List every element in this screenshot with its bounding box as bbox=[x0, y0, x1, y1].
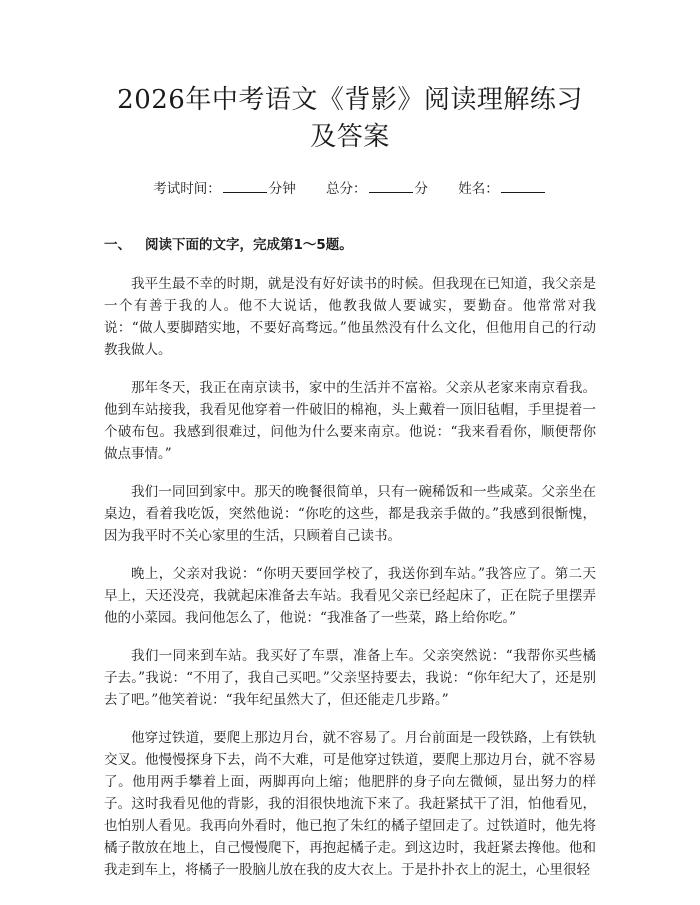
total-score-field bbox=[326, 178, 428, 199]
total-score-unit: 分 bbox=[414, 181, 428, 197]
exam-time-field bbox=[153, 178, 296, 199]
total-score-blank bbox=[369, 178, 413, 193]
exam-info-line bbox=[104, 178, 596, 199]
section-number: 一、 bbox=[104, 237, 131, 253]
section-instruction: 阅读下面的文字，完成第1～5题。 bbox=[145, 237, 353, 253]
passage-paragraph: 那年冬天，我正在南京读书，家中的生活并不富裕。父亲从老家来南京看我。他到车站接我，我看见他穿着一件破旧的棉袍，头上戴着一顶旧毡帽，手里提着一个破布包。我感到很难过，问他为什么要来南京。他说：“我来看看你，顺便帮你做点事情。” bbox=[104, 380, 596, 462]
passage-paragraph: 我平生最不幸的时期，就是没有好好读书的时候。但我现在已知道，我父亲是一个有善于我的人。他不大说话，他教我做人要诚实，要勤奋。他常常对我说：“做人要脚踏实地，不要好高骛远。”他虽然没有什么文化，但他用自己的行动教我做人。 bbox=[104, 276, 596, 358]
student-name-field bbox=[458, 178, 547, 199]
passage-paragraph: 他穿过铁道，要爬上那边月台，就不容易了。月台前面是一段铁路，上有铁轨交叉。他慢慢探身下去，尚不大难，可是他穿过铁道，要爬上那边月台，就不容易了。他用两手攀着上面，两脚再向上缩；他肥胖的身子向左微倾，显出努力的样子。这时我看见他的背影，我的泪很快地流下来了。我赶紧拭干了泪，怕他看见，也怕别人看见。我再向外看时，他已抱了朱红的橘子望回走了。过铁道时，他先将橘子散放在地上，自己慢慢爬下，再抱起橘子走。到这边时，我赶紧去搀他。他和我走到车上，将橘子一股脑儿放在我的皮大衣上。于是扑扑衣上的泥土，心里很轻 bbox=[104, 730, 596, 878]
section-heading bbox=[104, 235, 596, 255]
document-title: 2026年中考语文《背影》阅读理解练习及答案 bbox=[117, 85, 583, 152]
exam-time-blank bbox=[223, 178, 267, 193]
student-name-blank bbox=[501, 178, 545, 193]
student-name-label: 姓名： bbox=[458, 181, 499, 197]
passage-paragraph: 我们一同回到家中。那天的晚餐很简单，只有一碗稀饭和一些咸菜。父亲坐在桌边，看着我吃饭，突然他说：“你吃的这些，都是我亲手做的。”我感到很惭愧，因为我平时不关心家里的生活，只顾着自己读书。 bbox=[104, 484, 596, 544]
exam-time-unit: 分钟 bbox=[268, 181, 296, 197]
exam-time-label: 考试时间： bbox=[153, 181, 221, 197]
total-score-label: 总分： bbox=[326, 181, 367, 197]
passage-paragraph: 我们一同来到车站。我买好了车票，准备上车。父亲突然说：“我帮你买些橘子去。”我说：“不用了，我自己买吧。”父亲坚持要去，我说：“你年纪大了，还是别去了吧。”他笑着说：“我年纪虽然大了，但还能走几步路。” bbox=[104, 648, 596, 708]
passage-paragraph: 晚上，父亲对我说：“你明天要回学校了，我送你到车站。”我答应了。第二天早上，天还没亮，我就起床准备去车站。我看见父亲已经起床了，正在院子里摆弄他的小菜园。我问他怎么了，他说：“我准备了一些菜，路上给你吃。” bbox=[104, 566, 596, 626]
